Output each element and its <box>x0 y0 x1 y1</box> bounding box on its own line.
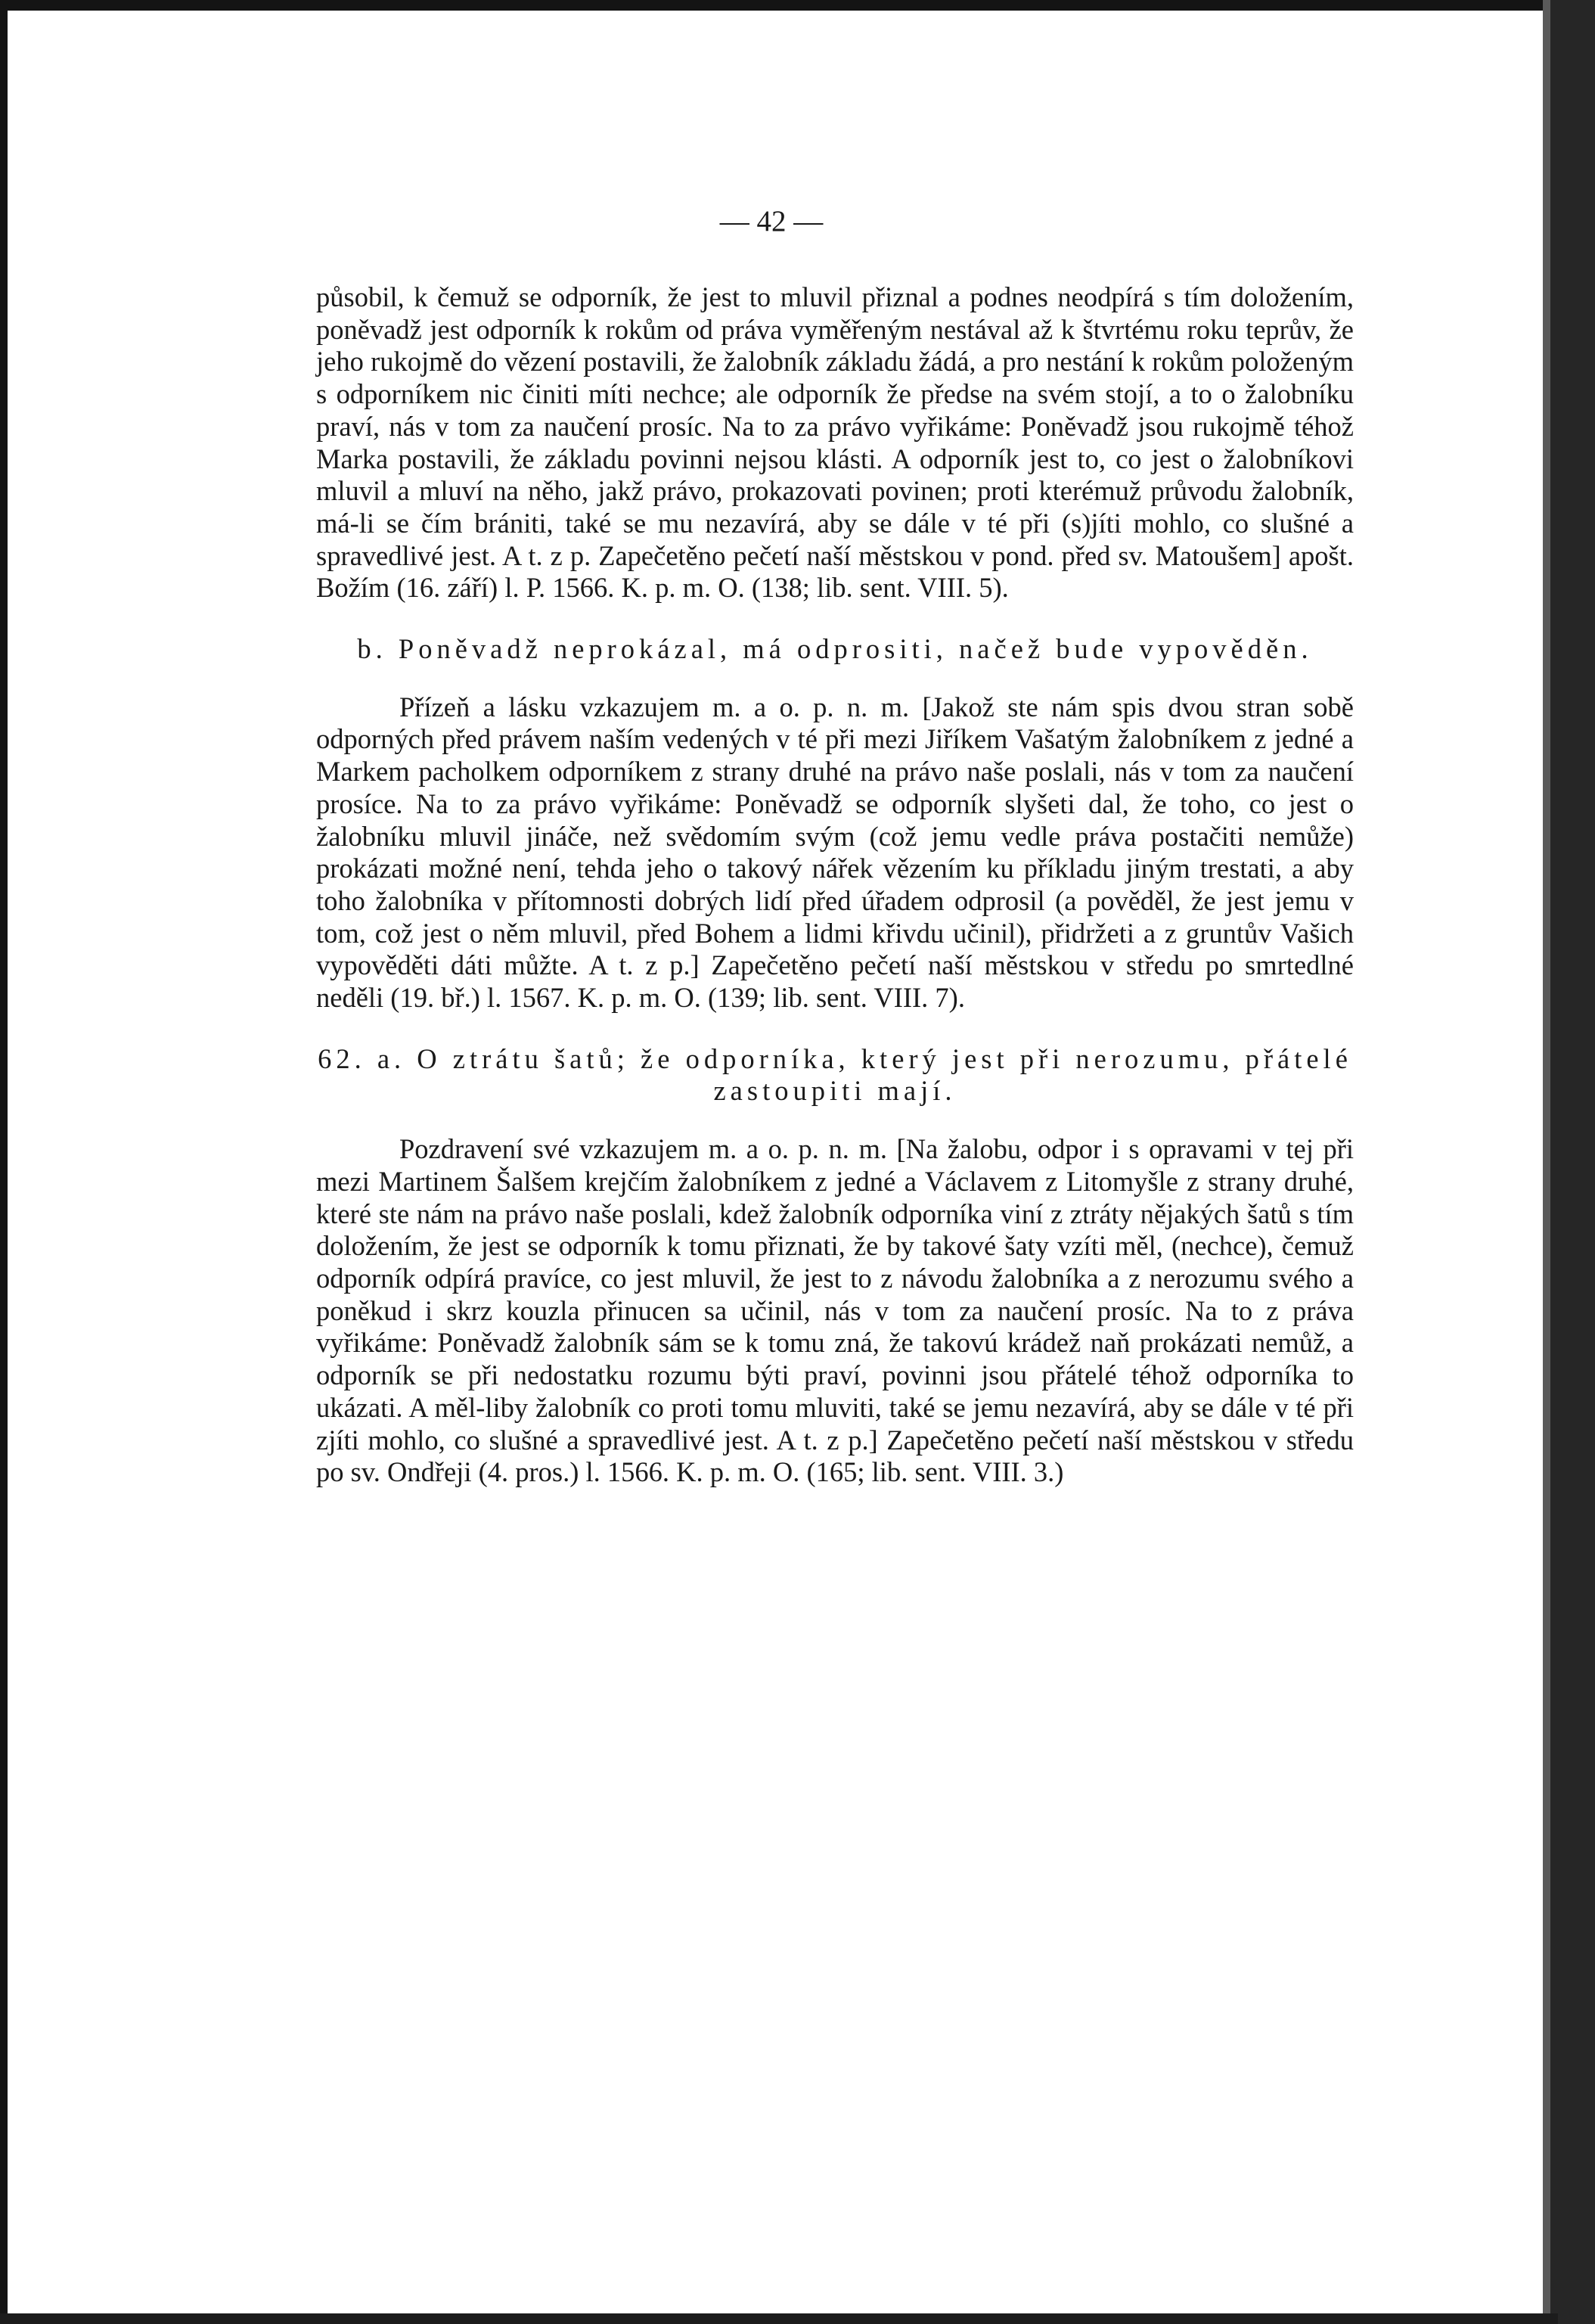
spacer <box>316 666 1354 691</box>
section-b-paragraph: Přízeň a lásku vzkazujem m. a o. p. n. m. [Jakož ste nám spis dvou stran sobě odporných před právem naším vedených v té při mezi Jiříkem Vašatým žalobníkem z jedné a Markem pacholkem odporníkem z strany druhé na právo naše poslali, nás v tom za naučení prosíce. Na to za právo vyřikáme: Poněvadž se odporník slyšeti dal, že toho, co jest o žalobníku mluvil jináče, než svědomím svým (což jemu vedle práva postačiti nemůže) prokázati možné není, tehda jeho o takový nářek vězením ku příkladu jiným trestati, a aby toho žalobníka v přítomnosti dobrých lidí před úřadem odprosil (a pověděl, že jest jemu v tom, což jest o něm mluvil, před Bohem a lidmi křivdu učinil), přidržeti a z gruntův Vašich vypověděti dáti můžte. A t. z p.] Zapečetěno pečetí naší městskou v středu po smrtedlné neděli (19. bř.) l. 1567. K. p. m. O. (139; lib. sent. VIII. 7). <box>316 691 1354 1014</box>
page-number: — 42 — <box>719 205 824 238</box>
spacer <box>316 604 1354 633</box>
section-62a-heading: 62. a. O ztrátu šatů; že odporníka, který jest při nerozumu, přátelé zastoupiti mají. <box>318 1042 1352 1107</box>
scan-border-bottom <box>0 2313 1558 2324</box>
scan-border-top <box>0 0 1558 11</box>
continuation-paragraph: působil, k čemuž se odporník, že jest to mluvil přiznal a podnes neodpírá s tím doložením, poněvadž jest odporník k rokům od práva vyměřeným nestával až k štvrtému roku teprův, že jeho rukojmě do vězení postavili, že žalobník základu žádá, a pro nestání k rokům položeným s odporníkem nic činiti míti nechce; ale odporník že předse na svém stojí, a to o žalobníku praví, nás v tom za naučení prosíc. Na to za právo vyřikáme: Poněvadž jsou rukojmě téhož Marka postavili, že základu povinni nejsou klásti. A odporník jest to, co jest o žalobníkovi mluvil a mluví na něho, jakž právo, prokazovati povinen; proti kterémuž průvodu žalobník, má-li se čím brániti, také se mu nezavírá, aby se dále v té při (s)jíti mohlo, co slušné a spravedlivé jest. A t. z p. Zapečetěno pečetí naší městskou v pond. před sv. Matoušem] apošt. Božím (16. září) l. P. 1566. K. p. m. O. (138; lib. sent. VIII. 5). <box>316 281 1354 604</box>
spacer <box>316 1108 1354 1133</box>
section-b-heading: b. Poněvadž neprokázal, má odprositi, načež bude vypověděn. <box>357 633 1313 665</box>
scan-border-right <box>1543 0 1595 2324</box>
scan-border-left <box>0 0 8 2324</box>
page-body <box>316 281 1354 1489</box>
section-62a-paragraph: Pozdravení své vzkazujem m. a o. p. n. m. [Na žalobu, odpor i s opravami v tej při mezi Martinem Šalšem krejčím žalobníkem z jedné a Václavem z Litomyšle z strany druhé, které ste nám na právo naše poslali, kdež žalobník odporníka viní z ztráty nějakých šatů s tím doložením, že jest se odporník k tomu přiznati, že by takové šaty vzíti měl, (nechce), čemuž odporník odpírá pravíce, co jest mluvil, že jest to z návodu žalobníka a z nerozumu svého a poněkud i skrz kouzla přinucen sa učinil, nás v tom za naučení prosíc. Na to z práva vyřikáme: Poněvadž žalobník sám se k tomu zná, že takovú krádež naň prokázati nemůž, a odporník se při nedostatku rozumu býti praví, povinni jsou přátelé téhož odporníka to ukázati. A měl-liby žalobník co proti tomu mluviti, také se jemu nezavírá, aby se dále v té při zjíti mohlo, co slušné a spravedlivé jest. A t. z p.] Zapečetěno pečetí naší městskou v středu po sv. Ondřeji (4. pros.) l. 1566. K. p. m. O. (165; lib. sent. VIII. 3.) <box>316 1133 1354 1488</box>
scan-border-right-inner <box>1543 0 1550 2324</box>
spacer <box>316 1014 1354 1043</box>
